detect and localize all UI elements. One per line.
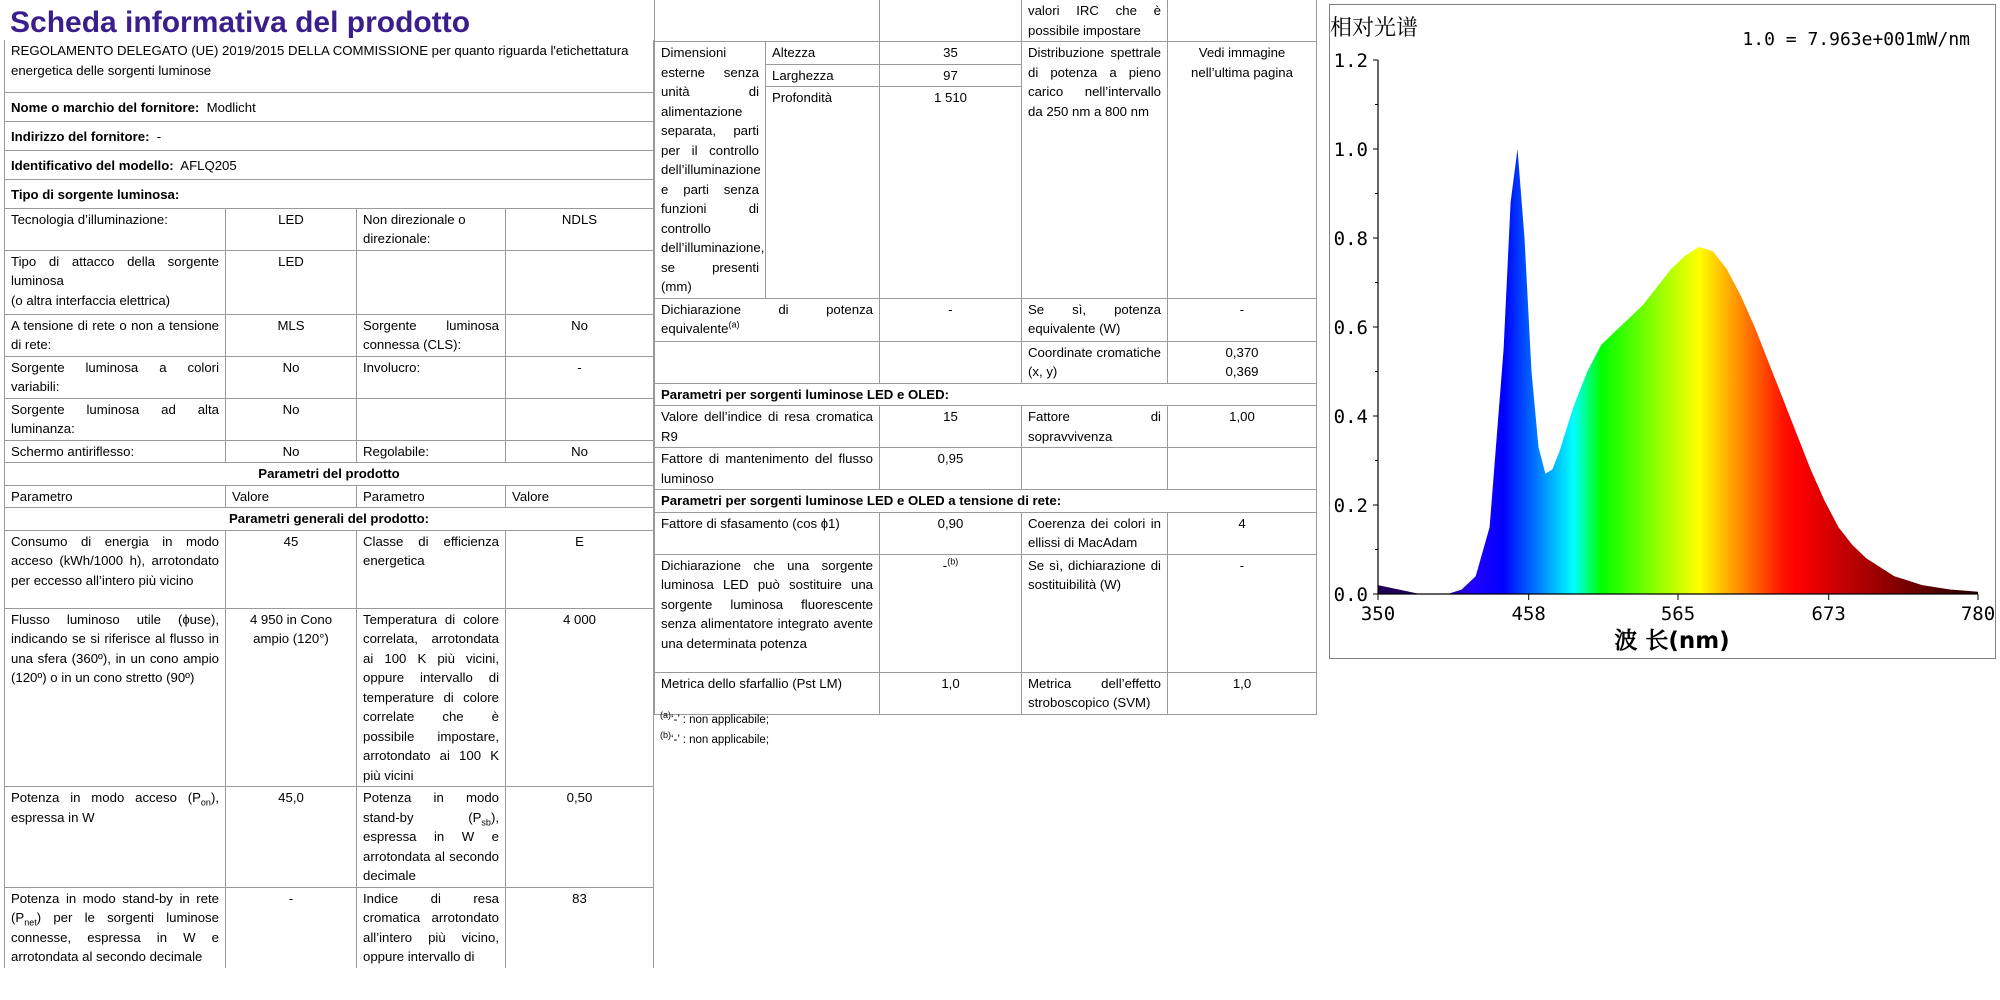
regulation-text: REGOLAMENTO DELEGATO (UE) 2019/2015 DELLA COMMISSIONE per quanto riguarda l'etichettatura energetica delle sorgenti luminose: [5, 40, 654, 92]
spectral-distribution-label: Distribuzione spettrale di potenza a pieno carico nell’intervallo da 250 nm a 800 nm: [1022, 42, 1168, 299]
network-standby-label: [5, 887, 226, 968]
equivalent-watt-label: Se sì, potenza equivalente (W): [1022, 298, 1168, 341]
cri-label: Indice di resa cromatica arrotondato all’intero più vicino, oppure intervallo di: [357, 887, 506, 968]
displacement-factor-label: Fattore di sfasamento (cos ɸ1): [655, 512, 880, 554]
plot-layer: [1334, 50, 1995, 625]
x-tick-label: 780: [1960, 603, 1995, 625]
stroboscopic-metric-value: 1,0: [1168, 672, 1317, 714]
technology-value: LED: [226, 208, 357, 250]
envelope-value: -: [506, 356, 654, 398]
supplier-address-label: Indirizzo del fornitore:: [11, 128, 150, 144]
survival-factor-label: Fattore di sopravvivenza: [1022, 406, 1168, 448]
standby-power-text: ), espressa in W e arrotondata al secondo decimale: [363, 809, 499, 883]
footnote-b-marker: (b): [660, 730, 671, 741]
fluorescent-replacement-label: Dichiarazione che una sorgente luminosa LED può sostituire una sorgente luminosa fluorescente senza alimentatore integrato avente una determinata potenza: [655, 554, 880, 672]
network-standby-value: -: [226, 887, 357, 968]
network-standby-text: Potenza in modo stand-by in rete (P: [11, 890, 219, 925]
footnote-a-text: ‘-’ : non applicabile;: [671, 714, 770, 726]
directional-label: Non direzionale o direzionale:: [357, 208, 506, 250]
model-value: AFLQ205: [180, 157, 237, 173]
standby-power-value: 0,50: [506, 787, 654, 888]
y-tick-label: 0.8: [1333, 228, 1368, 250]
width-value: 97: [880, 64, 1022, 87]
chromaticity-label: Coordinate cromatiche (x, y): [1022, 341, 1168, 383]
supplier-name-label: Nome o marchio del fornitore:: [11, 99, 200, 115]
directional-value: NDLS: [506, 208, 654, 250]
equivalent-power-text: Dichiarazione di potenza equivalente: [661, 301, 873, 336]
chromaticity-x: 0,370: [1225, 344, 1259, 360]
supplier-name-value: Modlicht: [206, 99, 256, 115]
cri-label-continued: valori IRC che è possibile impostare: [1022, 0, 1168, 42]
survival-factor-value: 1,00: [1168, 406, 1317, 448]
network-standby-text: ) per le sorgenti luminose connesse, espressa in W e arrotondata al secondo decimale: [11, 910, 219, 964]
anti-glare-label: Schermo antiriflesso:: [5, 440, 226, 463]
standby-power-text: Potenza in modo stand-by (P: [363, 790, 499, 825]
model-row: [5, 150, 654, 179]
envelope-label: Involucro:: [357, 356, 506, 398]
chromaticity-value: [1168, 341, 1317, 383]
equivalent-power-label: [655, 298, 880, 341]
depth-value: 1 510: [880, 87, 1022, 298]
color-tunable-label: Sorgente luminosa a colori variabili:: [5, 356, 226, 398]
high-luminance-value: No: [226, 398, 357, 440]
chart-title: 相对光谱: [1330, 16, 1419, 41]
energy-consumption-label: Consumo di energia in modo acceso (kWh/1000 h), arrotondato per eccesso all’intero più vicino: [5, 530, 226, 608]
x-tick-label: 565: [1660, 603, 1696, 625]
anti-glare-value: No: [226, 440, 357, 463]
sb-subscript: sb: [481, 817, 491, 828]
mains-value: MLS: [226, 314, 357, 356]
left-product-table: [4, 40, 654, 968]
y-tick-label: 1.0: [1333, 139, 1368, 161]
footnote-b-ref: (b): [947, 556, 959, 567]
empty-cell: [880, 0, 1022, 42]
empty-cell: [1168, 0, 1317, 42]
high-luminance-label: Sorgente luminosa ad alta luminanza:: [5, 398, 226, 440]
cri-value: 83: [506, 887, 654, 968]
fluorescent-replacement-text: -: [942, 557, 948, 573]
lumen-maintenance-value: 0,95: [880, 448, 1022, 490]
connected-label: Sorgente luminosa connessa (CLS):: [357, 314, 506, 356]
displacement-factor-value: 0,90: [880, 512, 1022, 554]
width-label: Larghezza: [766, 64, 880, 87]
standby-power-label: [357, 787, 506, 888]
x-tick-label: 458: [1511, 603, 1546, 625]
product-params-title: Parametri del prodotto: [5, 463, 654, 486]
x-tick-label: 673: [1811, 603, 1846, 625]
y-tick-label: 0.2: [1333, 495, 1368, 517]
height-value: 35: [880, 42, 1022, 65]
connected-value: No: [506, 314, 654, 356]
footnote-a-ref: (a): [728, 319, 740, 330]
useful-flux-value: 4 950 in Cono ampio (120°): [226, 608, 357, 787]
chromaticity-y: 0,369: [1225, 364, 1259, 379]
general-params-title: Parametri generali del prodotto:: [5, 508, 654, 531]
cap-type-label-main: Tipo di attacco della sorgente luminosa: [11, 253, 219, 288]
source-type-label: Tipo di sorgente luminosa:: [5, 179, 654, 208]
supplier-address-row: [5, 121, 654, 150]
mains-params-title: Parametri per sorgenti luminose LED e OLED a tensione di rete:: [655, 490, 1317, 513]
technology-label: Tecnologia d’illuminazione:: [5, 208, 226, 250]
column-header-parameter: Parametro: [5, 485, 226, 508]
y-tick-label: 0.4: [1333, 406, 1368, 428]
empty-cell: [357, 250, 506, 314]
macadam-value: 4: [1168, 512, 1317, 554]
cct-value: 4 000: [506, 608, 654, 787]
column-header-parameter: Parametro: [357, 485, 506, 508]
x-tick-label: 350: [1360, 603, 1396, 625]
on-mode-power-value: 45,0: [226, 787, 357, 888]
equivalent-watt-value: -: [1168, 298, 1317, 341]
empty-cell: [506, 250, 654, 314]
x-axis-label: 波 长(nm): [1614, 628, 1730, 654]
supplier-name-row: [5, 92, 654, 121]
mains-label: A tensione di rete o non a tensione di rete:: [5, 314, 226, 356]
column-header-value: Valore: [506, 485, 654, 508]
spectrum-chart-frame: [1329, 4, 1996, 659]
led-params-title: Parametri per sorgenti luminose LED e OLED:: [655, 383, 1317, 406]
flicker-metric-value: 1,0: [880, 672, 1022, 714]
dimmable-value: No: [506, 440, 654, 463]
model-label: Identificativo del modello:: [11, 157, 174, 173]
empty-cell: [357, 398, 506, 440]
footnote-b: [660, 732, 769, 748]
dimensions-label: Dimensioni esterne senza unità di alimentazione separata, parti per il controllo dell’illuminazione e parti senza funzioni di controllo dell’illuminazione, se presenti (mm): [655, 42, 766, 299]
footnote-a: [660, 712, 769, 728]
spectrum-area: [1378, 149, 1978, 594]
depth-label: Profondità: [766, 87, 880, 298]
replacement-claim-label: Se sì, dichiarazione di sostituibilità (W): [1022, 554, 1168, 672]
footnote-b-text: ‘-’ : non applicabile;: [671, 734, 770, 746]
chart-annotation: 1.0 = 7.963e+001mW/nm: [1742, 29, 1970, 50]
empty-cell: [655, 341, 880, 383]
y-tick-label: 0.0: [1333, 584, 1368, 606]
stroboscopic-metric-label: Metrica dell’effetto stroboscopico (SVM): [1022, 672, 1168, 714]
flicker-metric-label: Metrica dello sfarfallio (Pst LM): [655, 672, 880, 714]
energy-consumption-value: 45: [226, 530, 357, 608]
empty-cell: [506, 398, 654, 440]
energy-class-label: Classe di efficienza energetica: [357, 530, 506, 608]
cct-label: Temperatura di colore correlata, arrotondata ai 100 K più vicini, oppure intervallo di temperature di colore correlate che è possibile impostare, arrotondato ai 100 K più vicini: [357, 608, 506, 787]
on-mode-power-text: Potenza in modo acceso (P: [11, 790, 201, 805]
on-mode-power-label: [5, 787, 226, 888]
y-tick-label: 0.6: [1333, 317, 1368, 339]
on-mode-power-text: ), espressa in W: [11, 790, 219, 825]
energy-class-value: E: [506, 530, 654, 608]
net-subscript: net: [24, 917, 37, 928]
spectral-distribution-value: Vedi immagine nell’ultima pagina: [1168, 42, 1317, 299]
empty-cell: [655, 0, 880, 42]
color-tunable-value: No: [226, 356, 357, 398]
height-label: Altezza: [766, 42, 880, 65]
empty-cell: [1022, 448, 1168, 490]
footnote-a-marker: (a): [660, 710, 671, 721]
r9-value: 15: [880, 406, 1022, 448]
replacement-claim-value: -: [1168, 554, 1317, 672]
spectrum-chart: [1330, 5, 1995, 658]
middle-product-table: [654, 0, 1317, 715]
y-tick-label: 1.2: [1333, 50, 1368, 72]
equivalent-power-value: -: [880, 298, 1022, 341]
r9-label: Valore dell’indice di resa cromatica R9: [655, 406, 880, 448]
useful-flux-label: Flusso luminoso utile (ɸuse), indicando se si riferisce al flusso in una sfera (360º), in un cono ampio (120º) o in un cono stretto (90º): [5, 608, 226, 787]
empty-cell: [880, 341, 1022, 383]
lumen-maintenance-label: Fattore di mantenimento del flusso luminoso: [655, 448, 880, 490]
page-title: Scheda informativa del prodotto: [10, 6, 471, 39]
cap-type-label: [5, 250, 226, 314]
empty-cell: [1168, 448, 1317, 490]
column-header-value: Valore: [226, 485, 357, 508]
on-subscript: on: [200, 797, 211, 808]
supplier-address-value: -: [156, 128, 162, 144]
fluorescent-replacement-value: [880, 554, 1022, 672]
macadam-label: Coerenza dei colori in ellissi di MacAdam: [1022, 512, 1168, 554]
cap-type-value: LED: [226, 250, 357, 314]
dimmable-label: Regolabile:: [357, 440, 506, 463]
cap-type-label-sub: (o altra interfaccia elettrica): [11, 292, 171, 308]
